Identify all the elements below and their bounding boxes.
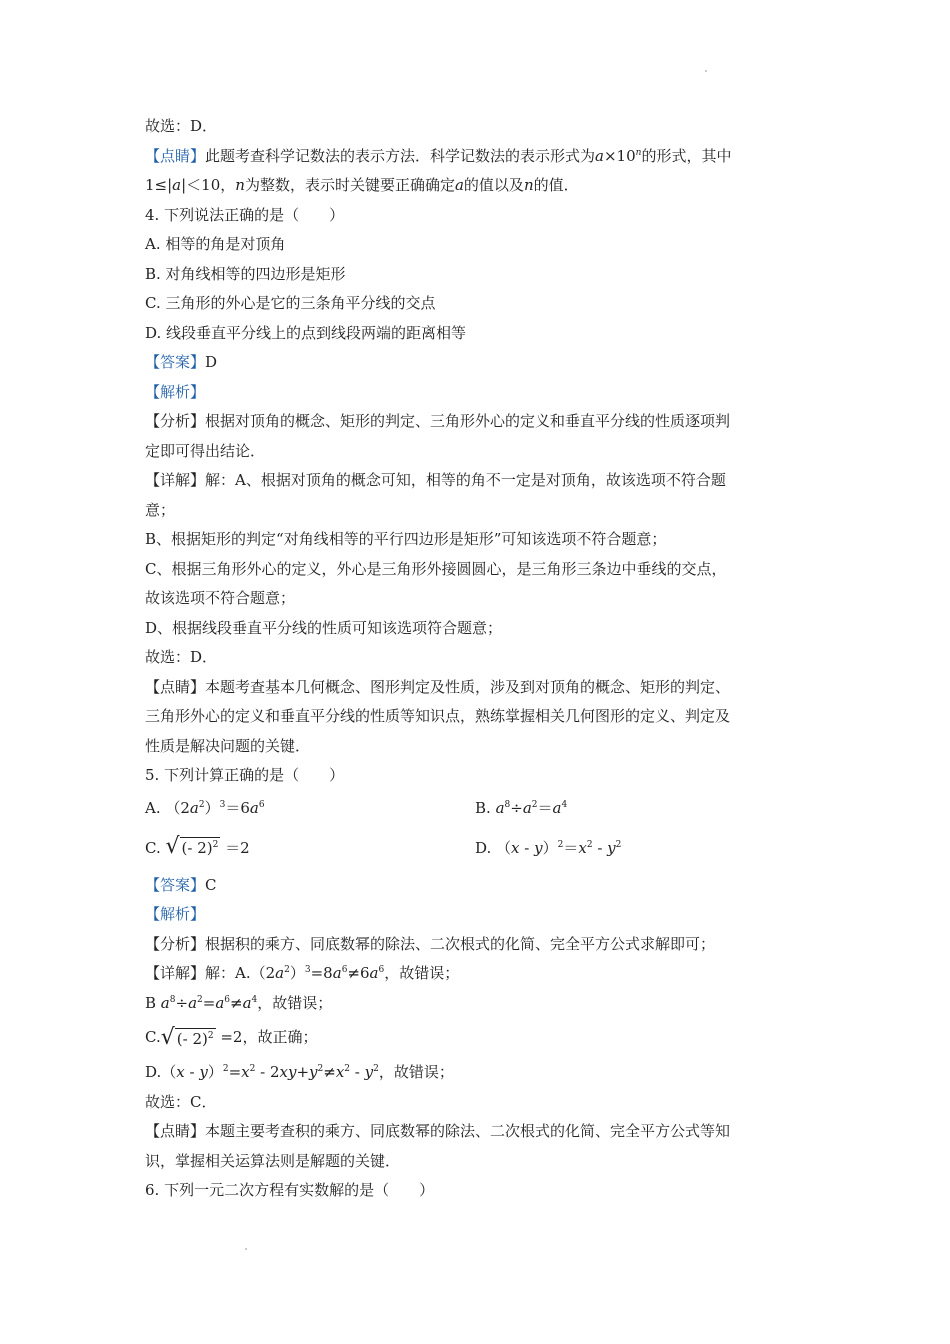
comment-4-c: 性质是解决问题的关键．: [145, 736, 311, 755]
question-5-options-ab: [145, 791, 805, 827]
detail-4-f: D、根据线段垂直平分线的性质可知该选项符合题意；: [145, 618, 503, 637]
question-5-option-c: C. √ (- 2)$^2$ ＝2: [145, 833, 250, 859]
question-4-option-b: B. 对角线相等的四边形是矩形: [145, 264, 346, 283]
analysis-4-tag: 【解析】: [145, 382, 206, 401]
comment-5: 【点睛】本题主要考查积的乘方、同底数幂的除法、二次根式的化简、完全平方公式等知: [145, 1122, 731, 1140]
question-5-option-a: A. $(2a^2)^3=6a^6$: [145, 798, 265, 817]
comment-5-b: 识，掌握相关运算法则是解题的关键．: [145, 1151, 401, 1170]
question-4-option-c: C. 三角形的外心是它的三条角平分线的交点: [145, 294, 436, 312]
analysis-5-tag: 【解析】: [145, 905, 206, 923]
question-5: 5. 下列计算正确的是（ ）: [145, 766, 345, 784]
detail-5-a: 【详解】解：$A.(2a^2)^3=8a^6\ne 6a^6$，故错误；: [145, 964, 460, 982]
corner-mark-bottom: [245, 1248, 247, 1250]
detail-4-c: B、根据矩形的判定“对角线相等的平行四边形是矩形”可知该选项不符合题意；: [145, 530, 667, 548]
choice-line: 故选：D．: [145, 117, 218, 135]
question-6: 6. 下列一元二次方程有实数解的是（ ）: [145, 1181, 435, 1199]
analysis-5: 【分析】根据积的乘方、同底数幂的除法、二次根式的化简、完全平方公式求解即可；: [145, 934, 716, 953]
detail-4: 【详解】解：A、根据对顶角的概念可知，相等的角不一定是对顶角，故该选项不符合题: [145, 471, 726, 489]
question-4-option-d: D. 线段垂直平分线上的点到线段两端的距离相等: [145, 323, 467, 342]
question-5-options-cd: [145, 827, 805, 871]
comment-tag: 【点睛】: [145, 146, 206, 165]
detail-4-e: 故该选项不符合题意；: [145, 589, 296, 607]
question-4: 4. 下列说法正确的是（ ）: [145, 205, 345, 224]
analysis-4-cont: 定即可得出结论．: [145, 441, 266, 460]
comment-4-b: 三角形外心的定义和垂直平分线的性质等知识点，熟练掌握相关几何图形的定义、判定及: [145, 707, 731, 725]
question-5-option-d: D. $(x - y)^2=x^2 - y^2$: [475, 838, 622, 857]
question-4-option-a: A. 相等的角是对顶角: [145, 235, 286, 253]
comment-line: 【点睛】此题考查科学记数法的表示方法．科学记数法的表示形式为$a\times 10^n$的形式，其中: [145, 146, 732, 165]
detail-5-d: $D.(x - y)^2=x^2 - 2xy+y^2\ne x^2 - y^2$，故错误；: [145, 1063, 454, 1081]
detail-4-b: 意；: [145, 500, 176, 519]
detail-5-c: C. √ (- 2)$^2$ =2，故正确；: [145, 1025, 318, 1050]
analysis-4: 【分析】根据对顶角的概念、矩形的判定、三角形外心的定义和垂直平分线的性质逐项判: [145, 412, 731, 430]
answer-4: 【答案】D: [145, 353, 218, 371]
detail-4-d: C、根据三角形外心的定义，外心是三角形外接圆圆心，是三角形三条边中垂线的交点，: [145, 559, 727, 578]
comment-4: 【点睛】本题考查基本几何概念、图形判定及性质，涉及到对顶角的概念、矩形的判定、: [145, 677, 731, 696]
sqrt-expression-2: √ (- 2)$^2$: [160, 1025, 214, 1050]
question-5-option-b: B. $a^8\div a^2=a^4$: [475, 798, 568, 817]
document-page: [145, 112, 805, 1206]
choice-4: 故选：D．: [145, 648, 218, 666]
corner-mark-top: [705, 70, 707, 72]
detail-5-b: B $a^8\div a^2=a^6\ne a^4$，故错误；: [145, 993, 333, 1012]
answer-5: 【答案】C: [145, 875, 217, 894]
choice-5: 故选：C．: [145, 1092, 217, 1111]
comment-line-2: 1≤|a|＜10，n为整数，表示时关键要正确确定a的值以及n的值．: [145, 176, 579, 194]
sqrt-expression: √ (- 2)$^2$: [165, 833, 219, 859]
